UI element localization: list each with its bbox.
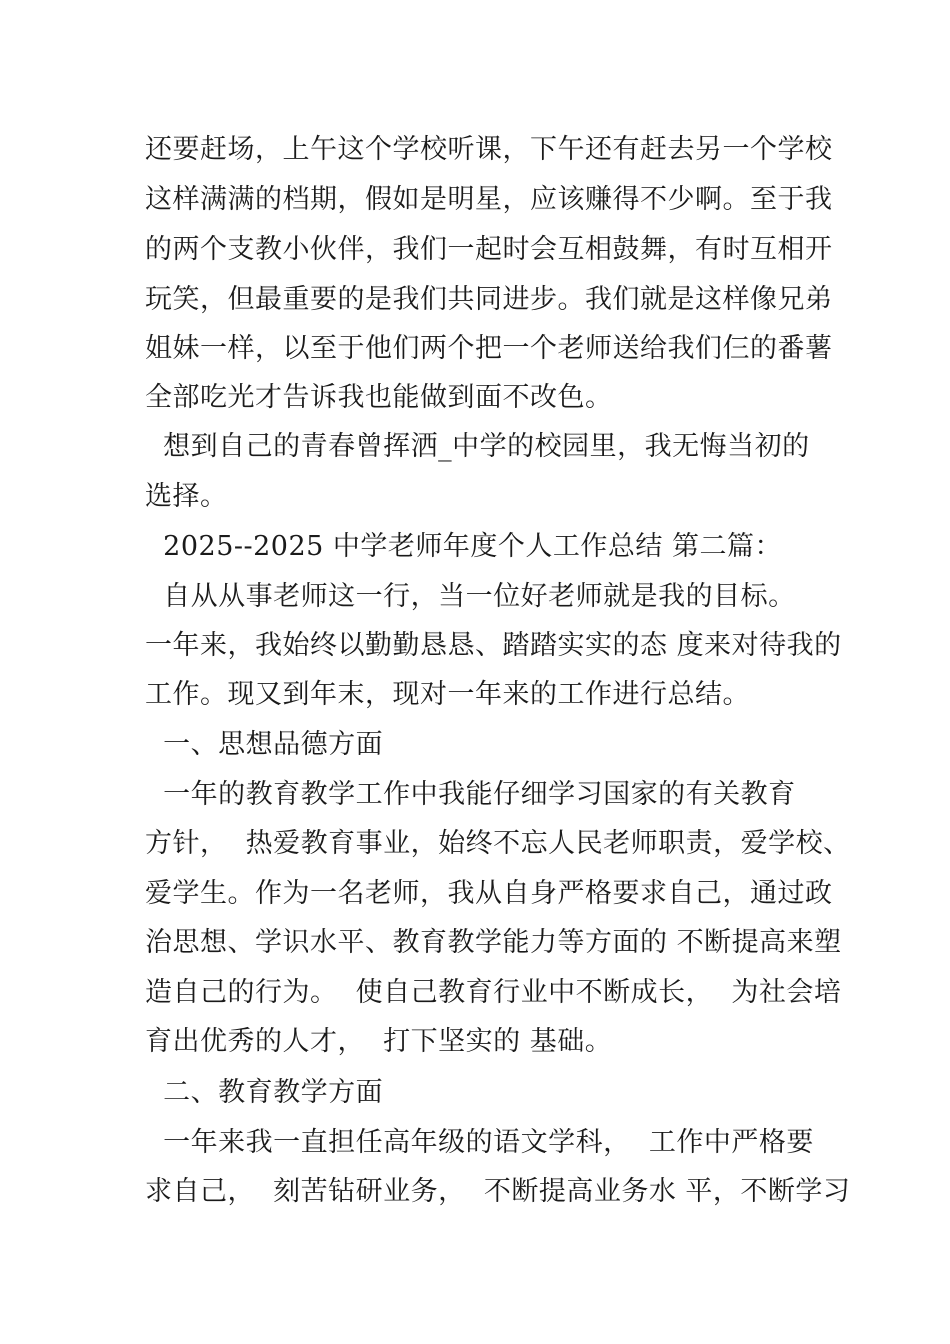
text-line: 想到自己的青春曾挥洒_中学的校园里，我无悔当初的 — [145, 431, 810, 462]
text-line: 玩笑，但最重要的是我们共同进步。我们就是这样像兄弟 — [145, 284, 833, 315]
text-line: 育出优秀的人才， 打下坚实的 基础。 — [145, 1026, 613, 1057]
subsection-heading: 一、思想品德方面 — [145, 729, 384, 760]
text-line: 选择。 — [145, 481, 228, 512]
subsection-heading: 二、教育教学方面 — [145, 1077, 384, 1108]
text-line: 工作。现又到年末，现对一年来的工作进行总结。 — [145, 679, 750, 710]
text-line: 治思想、学识水平、教育教学能力等方面的 不断提高来塑 — [145, 927, 842, 958]
text-line: 一年的教育教学工作中我能仔细学习国家的有关教育 — [145, 779, 796, 810]
text-line: 姐妹一样，以至于他们两个把一个老师送给我们仨的番薯 — [145, 333, 833, 364]
text-line: 全部吃光才告诉我也能做到面不改色。 — [145, 382, 613, 413]
text-line: 还要赶场，上午这个学校听课，下午还有赶去另一个学校 — [145, 134, 833, 165]
section-heading: 2025--2025 中学老师年度个人工作总结 第二篇： — [145, 531, 783, 562]
text-line: 求自己， 刻苦钻研业务， 不断提高业务水 平，不断学习 — [145, 1176, 851, 1207]
text-line: 造自己的行为。 使自己教育行业中不断成长， 为社会培 — [145, 977, 842, 1008]
text-line: 爱学生。作为一名老师，我从自身严格要求自己，通过政 — [145, 878, 833, 909]
text-line: 这样满满的档期，假如是明星，应该赚得不少啊。至于我 — [145, 184, 833, 215]
text-line: 自从从事老师这一行，当一位好老师就是我的目标。 — [145, 581, 796, 612]
text-line: 一年来我一直担任高年级的语文学科， 工作中严格要 — [145, 1127, 814, 1158]
text-line: 方针， 热爱教育事业，始终不忘人民老师职责，爱学校、 — [145, 828, 851, 859]
text-line: 一年来，我始终以勤勤恳恳、踏踏实实的态 度来对待我的 — [145, 630, 842, 661]
text-line: 的两个支教小伙伴，我们一起时会互相鼓舞，有时互相开 — [145, 234, 833, 265]
